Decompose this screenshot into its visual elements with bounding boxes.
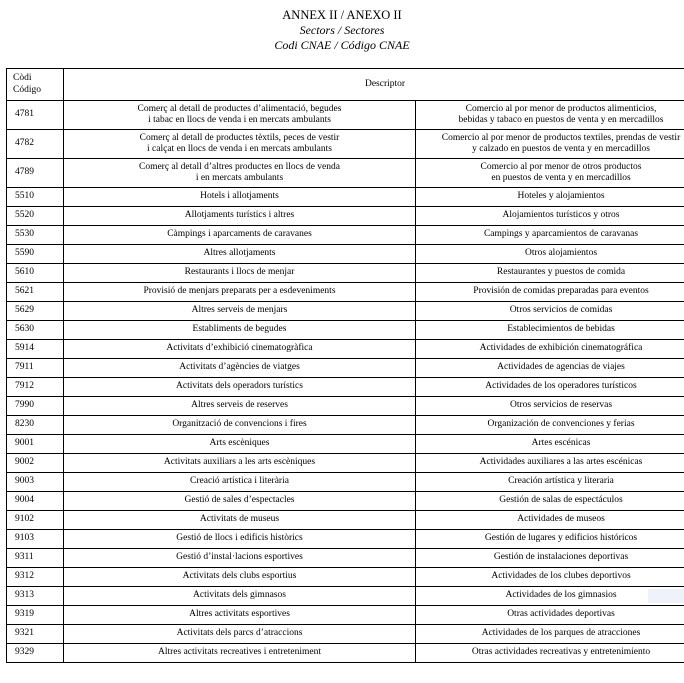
viewport-edge-highlight xyxy=(648,589,684,603)
table-row xyxy=(7,435,684,454)
descriptor-catalan-cell xyxy=(64,245,416,264)
descriptor-spanish-text: en puestos de venta y en mercadillos xyxy=(491,173,631,183)
table-row xyxy=(7,492,684,511)
descriptor-catalan-text: Activitats auxiliars a les arts escèniques xyxy=(163,457,316,468)
table-row xyxy=(7,587,684,606)
table-row xyxy=(7,644,684,663)
code-header-label-ca: Còdi xyxy=(13,73,32,83)
descriptor-spanish-text: Comercio al por menor de productos textiles, prendas de vestir xyxy=(441,132,681,143)
descriptor-spanish-text: y calzado en puestos de venta y en mercadillos xyxy=(472,144,650,154)
descriptor-spanish-cell xyxy=(416,454,684,473)
cnae-code-cell: 5629 xyxy=(7,302,64,321)
descriptor-spanish-text: Establecimientos de bebidas xyxy=(507,324,615,335)
cnae-code-cell: 8230 xyxy=(7,416,64,435)
descriptor-catalan-text: Altres serveis de reserves xyxy=(191,400,288,411)
descriptor-catalan-cell xyxy=(64,397,416,416)
descriptor-spanish-text: Otros servicios de comidas xyxy=(509,305,613,316)
descriptor-catalan-text: Altres activitats recreatives i entreteniment xyxy=(157,647,321,658)
cnae-code-cell: 9103 xyxy=(7,530,64,549)
descriptor-catalan-text: Gestió d’instal·lacions esportives xyxy=(176,552,303,563)
descriptor-spanish-text: Artes escénicas xyxy=(531,438,591,449)
table-row xyxy=(7,511,684,530)
descriptor-spanish-text: Otras actividades recreativas y entretenimiento xyxy=(471,647,651,658)
descriptor-catalan-text: Comerç al detall d’altres productes en llocs de venda xyxy=(138,161,340,172)
descriptor-spanish-cell xyxy=(416,530,684,549)
descriptor-catalan-text: Allotjaments turístics i altres xyxy=(184,210,295,221)
table-row xyxy=(7,359,684,378)
table-row xyxy=(7,549,684,568)
descriptor-catalan-cell xyxy=(64,359,416,378)
descriptor-spanish-text: Actividades de los operadores turísticos xyxy=(485,381,637,392)
cnae-code-cell: 5520 xyxy=(7,207,64,226)
descriptor-catalan-cell xyxy=(64,454,416,473)
descriptor-spanish-cell xyxy=(416,264,684,283)
annex-subtitle-sectors: Sectors / Sectores xyxy=(299,23,385,37)
table-row xyxy=(7,454,684,473)
descriptor-catalan-text: Gestió de sales d’espectacles xyxy=(184,495,295,506)
table-row xyxy=(7,397,684,416)
table-row xyxy=(7,283,684,302)
descriptor-spanish-text: Alojamientos turísticos y otros xyxy=(502,210,620,221)
descriptor-catalan-text: Activitats dels parcs d’atraccions xyxy=(176,628,303,639)
descriptor-spanish-text: Gestión de lugares y edificios históricos xyxy=(484,533,638,544)
descriptor-spanish-text: Otros alojamientos xyxy=(524,248,598,259)
descriptor-spanish-cell xyxy=(416,492,684,511)
sectors-table xyxy=(6,68,684,663)
descriptor-catalan-cell xyxy=(64,435,416,454)
descriptor-spanish-text: Actividades de los gimnasios xyxy=(505,590,617,601)
cnae-code-cell: 9313 xyxy=(7,587,64,606)
descriptor-spanish-cell xyxy=(416,644,684,663)
descriptor-catalan-text: Altres activitats esportives xyxy=(189,609,290,620)
descriptor-catalan-text: Organització de convencions i fires xyxy=(172,419,307,430)
descriptor-catalan-cell xyxy=(64,378,416,397)
table-header-row xyxy=(7,69,684,101)
descriptor-spanish-text: Hoteles y alojamientos xyxy=(517,191,605,202)
cnae-code-cell: 7911 xyxy=(7,359,64,378)
cnae-code-cell: 4782 xyxy=(7,130,64,159)
descriptor-spanish-text: Actividades auxiliares a las artes escénicas xyxy=(479,457,643,468)
descriptor-spanish-cell xyxy=(416,625,684,644)
descriptor-spanish-cell xyxy=(416,397,684,416)
descriptor-catalan-cell xyxy=(64,549,416,568)
cnae-code-cell: 5630 xyxy=(7,321,64,340)
cnae-code-cell: 5510 xyxy=(7,188,64,207)
descriptor-catalan-cell xyxy=(64,101,416,130)
descriptor-catalan-text: i tabac en llocs de venda i en mercats ambulants xyxy=(148,115,331,125)
descriptor-catalan-text: i en mercats ambulants xyxy=(195,173,284,183)
descriptor-spanish-text: Actividades de los clubes deportivos xyxy=(491,571,631,582)
descriptor-spanish-cell xyxy=(416,549,684,568)
descriptor-catalan-text: Altres allotjaments xyxy=(203,248,276,259)
table-row xyxy=(7,188,684,207)
descriptor-spanish-text: Actividades de los parques de atracciones xyxy=(481,628,641,639)
descriptor-catalan-text: Activitats d’exhibició cinematogràfica xyxy=(166,343,313,354)
descriptor-catalan-text: Comerç al detall de productes d’alimentació, begudes xyxy=(137,103,342,114)
table-row xyxy=(7,378,684,397)
descriptor-catalan-text: Activitats de museus xyxy=(199,514,280,525)
descriptor-catalan-text: Arts escèniques xyxy=(209,438,270,449)
descriptor-spanish-text: Actividades de exhibición cinematográfica xyxy=(479,343,643,354)
cnae-code-cell: 7912 xyxy=(7,378,64,397)
descriptor-catalan-cell xyxy=(64,283,416,302)
descriptor-spanish-cell xyxy=(416,188,684,207)
cnae-code-cell: 9329 xyxy=(7,644,64,663)
cnae-code-cell: 9102 xyxy=(7,511,64,530)
descriptor-catalan-cell xyxy=(64,321,416,340)
descriptor-catalan-cell xyxy=(64,530,416,549)
table-row xyxy=(7,606,684,625)
descriptor-spanish-cell xyxy=(416,416,684,435)
descriptor-spanish-cell xyxy=(416,226,684,245)
table-row xyxy=(7,302,684,321)
descriptor-catalan-cell xyxy=(64,644,416,663)
descriptor-catalan-text: Activitats dels clubs esportius xyxy=(182,571,297,582)
descriptor-spanish-cell xyxy=(416,321,684,340)
cnae-code-cell: 9004 xyxy=(7,492,64,511)
descriptor-spanish-text: Gestión de instalaciones deportivas xyxy=(493,552,629,563)
descriptor-catalan-text: i calçat en llocs de venda i en mercats ambulants xyxy=(147,144,332,154)
descriptor-catalan-text: Comerç al detall de productes tèxtils, peces de vestir xyxy=(139,132,340,143)
table-row xyxy=(7,340,684,359)
cnae-code-cell: 5621 xyxy=(7,283,64,302)
descriptor-catalan-cell xyxy=(64,302,416,321)
descriptor-spanish-text: Restaurantes y puestos de comida xyxy=(496,267,626,278)
descriptor-spanish-cell xyxy=(416,378,684,397)
cnae-code-cell: 9319 xyxy=(7,606,64,625)
descriptor-spanish-cell xyxy=(416,568,684,587)
annex-header xyxy=(0,8,684,53)
descriptor-spanish-text: Otras actividades deportivas xyxy=(507,609,615,620)
table-row xyxy=(7,130,684,159)
descriptor-spanish-cell xyxy=(416,207,684,226)
descriptor-spanish-text: bebidas y tabaco en puestos de venta y en mercadillos xyxy=(458,115,664,125)
descriptor-catalan-cell xyxy=(64,207,416,226)
descriptor-spanish-cell xyxy=(416,511,684,530)
descriptor-column-header: Descriptor xyxy=(64,69,684,101)
table-row xyxy=(7,101,684,130)
table-row xyxy=(7,264,684,283)
cnae-code-cell: 9002 xyxy=(7,454,64,473)
descriptor-catalan-cell xyxy=(64,130,416,159)
cnae-code-cell: 9321 xyxy=(7,625,64,644)
descriptor-catalan-text: Activitats dels gimnasos xyxy=(193,590,286,601)
descriptor-catalan-cell xyxy=(64,340,416,359)
table-row xyxy=(7,245,684,264)
annex-title: ANNEX II / ANEXO II xyxy=(282,8,402,22)
descriptor-catalan-text: Activitats dels operadors turístics xyxy=(176,381,303,392)
table-row xyxy=(7,226,684,245)
table-row xyxy=(7,473,684,492)
cnae-code-cell: 9001 xyxy=(7,435,64,454)
descriptor-spanish-cell xyxy=(416,283,684,302)
descriptor-spanish-text: Actividades de museos xyxy=(517,514,605,525)
table-row xyxy=(7,159,684,188)
descriptor-spanish-cell xyxy=(416,359,684,378)
table-row xyxy=(7,530,684,549)
descriptor-catalan-cell xyxy=(64,473,416,492)
descriptor-spanish-text: Comercio al por menor de otros productos xyxy=(480,161,642,172)
descriptor-catalan-text: Gestió de llocs i edificis històrics xyxy=(176,533,303,544)
descriptor-spanish-cell xyxy=(416,435,684,454)
cnae-code-cell: 5590 xyxy=(7,245,64,264)
descriptor-catalan-text: Hotels i allotjaments xyxy=(200,191,279,202)
cnae-code-cell: 4781 xyxy=(7,101,64,130)
cnae-code-cell: 9311 xyxy=(7,549,64,568)
descriptor-catalan-cell xyxy=(64,188,416,207)
table-row xyxy=(7,321,684,340)
descriptor-spanish-text: Gestión de salas de espectáculos xyxy=(499,495,623,506)
table-row xyxy=(7,568,684,587)
descriptor-catalan-text: Creació artística i literària xyxy=(190,476,289,487)
descriptor-catalan-cell xyxy=(64,568,416,587)
descriptor-catalan-text: Càmpings i aparcaments de caravanes xyxy=(167,229,312,240)
code-column-header xyxy=(7,69,64,101)
cnae-code-cell: 5914 xyxy=(7,340,64,359)
descriptor-spanish-text: Comercio al por menor de productos alimenticios, xyxy=(465,103,657,114)
descriptor-catalan-text: Provisió de menjars preparats per a esdeveniments xyxy=(143,286,336,297)
descriptor-catalan-cell xyxy=(64,159,416,188)
descriptor-spanish-text: Organización de convenciones y ferias xyxy=(487,419,635,430)
cnae-code-cell: 7990 xyxy=(7,397,64,416)
descriptor-spanish-text: Otros servicios de reservas xyxy=(509,400,613,411)
descriptor-catalan-text: Restaurants i llocs de menjar xyxy=(184,267,295,278)
cnae-code-cell: 9003 xyxy=(7,473,64,492)
descriptor-spanish-text: Provisión de comidas preparadas para eventos xyxy=(473,286,649,297)
descriptor-catalan-text: Establiments de begudes xyxy=(192,324,287,335)
code-header-label-es: Código xyxy=(13,84,41,95)
descriptor-spanish-cell xyxy=(416,606,684,625)
table-row xyxy=(7,207,684,226)
descriptor-spanish-text: Actividades de agencias de viajes xyxy=(497,362,625,373)
descriptor-catalan-cell xyxy=(64,511,416,530)
descriptor-spanish-cell xyxy=(416,245,684,264)
descriptor-spanish-cell xyxy=(416,473,684,492)
descriptor-catalan-cell xyxy=(64,264,416,283)
descriptor-spanish-text: Creación artística y literaria xyxy=(508,476,614,487)
descriptor-spanish-cell xyxy=(416,587,684,606)
descriptor-catalan-cell xyxy=(64,492,416,511)
descriptor-spanish-text: Campings y aparcamientos de caravanas xyxy=(483,229,639,240)
cnae-code-cell: 9312 xyxy=(7,568,64,587)
descriptor-spanish-cell xyxy=(416,340,684,359)
table-row xyxy=(7,416,684,435)
annex-subtitle-cnae: Codi CNAE / Código CNAE xyxy=(274,38,410,52)
descriptor-catalan-cell xyxy=(64,625,416,644)
descriptor-spanish-cell xyxy=(416,159,684,188)
cnae-code-cell: 4789 xyxy=(7,159,64,188)
descriptor-spanish-cell xyxy=(416,302,684,321)
descriptor-catalan-cell xyxy=(64,606,416,625)
table-row xyxy=(7,625,684,644)
descriptor-catalan-cell xyxy=(64,416,416,435)
cnae-code-cell: 5610 xyxy=(7,264,64,283)
descriptor-catalan-text: Altres serveis de menjars xyxy=(191,305,288,316)
descriptor-spanish-cell xyxy=(416,130,684,159)
table-body xyxy=(7,101,684,663)
descriptor-catalan-cell xyxy=(64,226,416,245)
cnae-code-cell: 5530 xyxy=(7,226,64,245)
descriptor-catalan-text: Activitats d’agències de viatges xyxy=(179,362,300,373)
descriptor-spanish-cell xyxy=(416,101,684,130)
descriptor-catalan-cell xyxy=(64,587,416,606)
